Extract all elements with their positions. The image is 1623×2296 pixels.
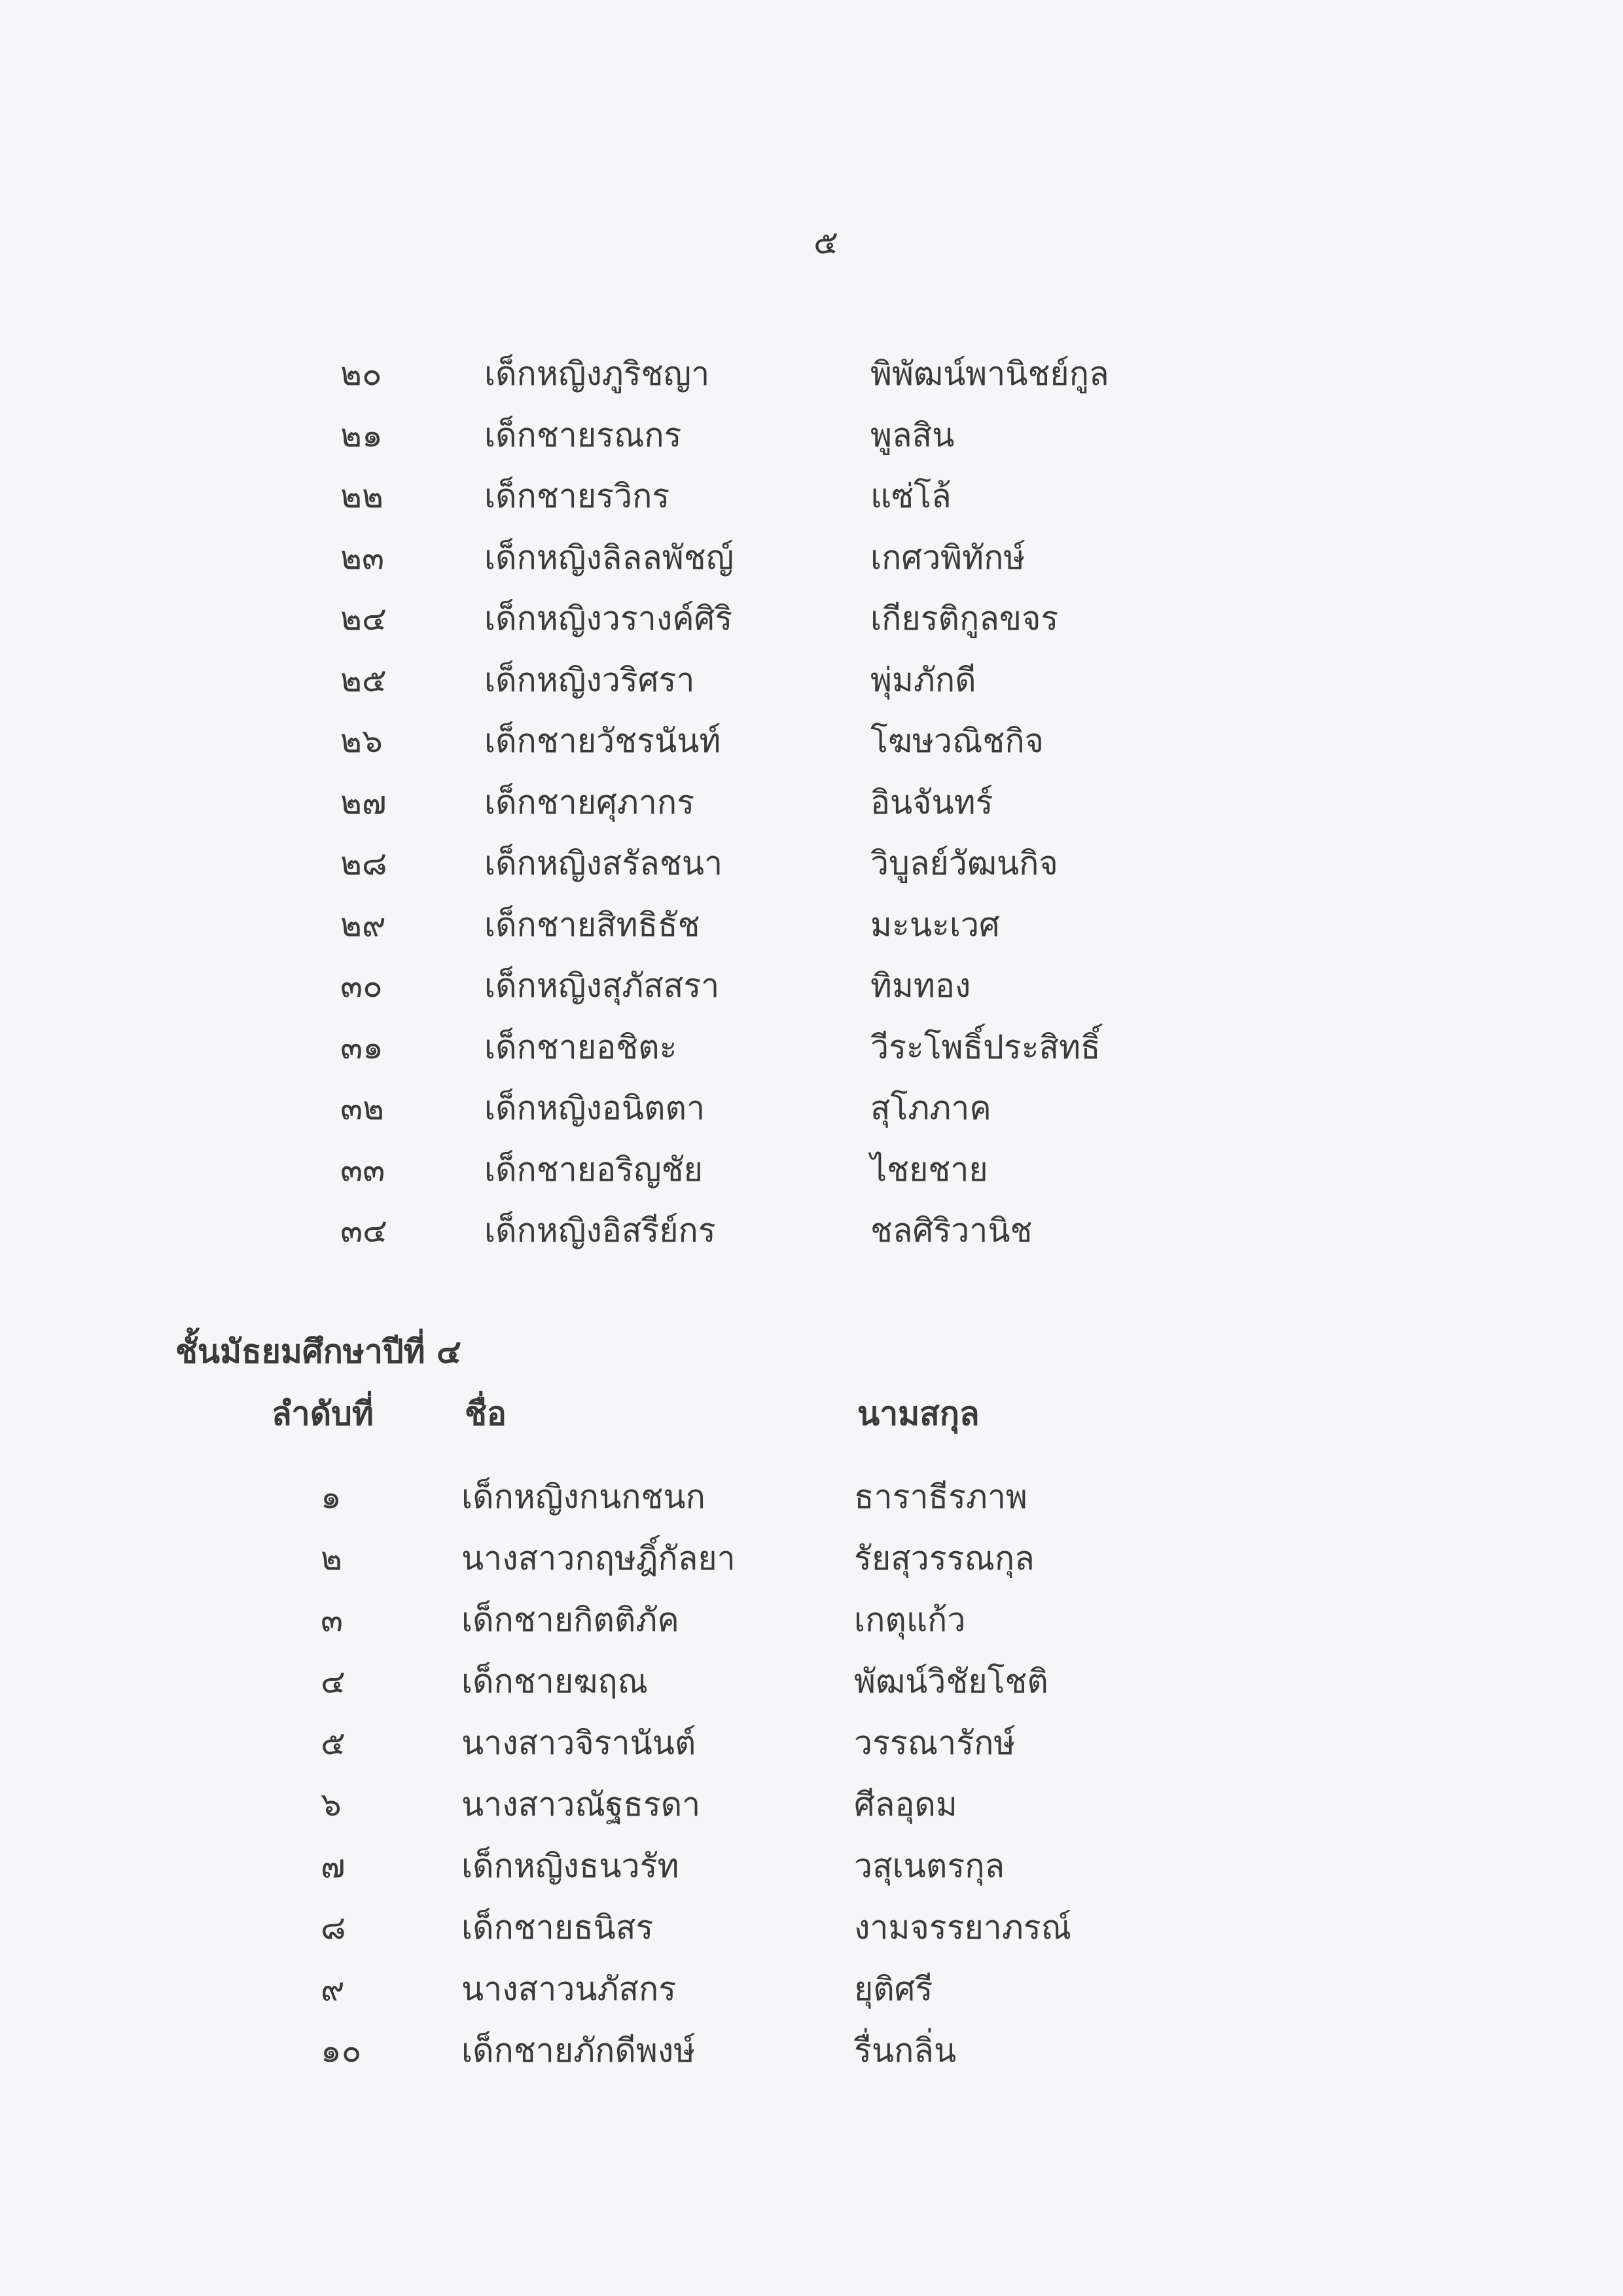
row-number: ๒: [321, 1539, 342, 1577]
student-name: เด็กหญิงภูริชญา: [484, 355, 710, 393]
student-surname: โฆษวณิชกิจ: [870, 722, 1044, 760]
row-number: ๓๓: [340, 1150, 385, 1189]
student-name: นางสาวนภัสกร: [461, 1970, 677, 2008]
row-number: ๙: [321, 1970, 345, 2008]
student-surname: พูลสิน: [870, 416, 955, 454]
student-name: เด็กหญิงธนวรัท: [461, 1847, 679, 1885]
row-number: ๑: [321, 1478, 342, 1516]
student-name: เด็กหญิงสุภัสสรา: [484, 967, 720, 1005]
column-header-row: [272, 1384, 1122, 1443]
student-name: เด็กชายกิตติภัค: [461, 1601, 679, 1639]
student-name: เด็กหญิงลิลลพัชญ์: [484, 538, 734, 577]
student-name: นางสาวจิรานันต์: [461, 1724, 696, 1762]
row-number: ๒๘: [340, 844, 387, 882]
student-name: เด็กหญิงกนกชนก: [461, 1478, 705, 1516]
student-name: เด็กหญิงวริศรา: [484, 660, 695, 699]
row-number: ๓: [321, 1601, 344, 1639]
student-name: เด็กชายภักดีพงษ์: [461, 2032, 696, 2070]
student-name: นางสาวกฤษฎิ์กัลยา: [461, 1539, 736, 1577]
row-number: ๒๙: [340, 905, 386, 944]
student-surname: เกตุแก้ว: [854, 1601, 966, 1639]
student-name: เด็กชายวัชรนันท์: [484, 722, 721, 760]
student-name: เด็กชายรณกร: [484, 416, 682, 454]
student-surname: พัฒน์วิชัยโชติ: [854, 1662, 1048, 1700]
column-header-name: ชื่อ: [465, 1395, 507, 1433]
section-title: ชั้นมัธยมศึกษาปีที่ ๔: [175, 1333, 461, 1371]
row-number: ๒๓: [340, 538, 385, 577]
row-number: ๓๔: [340, 1211, 388, 1249]
row-number: ๒๕: [340, 660, 387, 699]
student-surname: ทิมทอง: [870, 967, 971, 1005]
student-surname: วิบูลย์วัฒนกิจ: [870, 844, 1058, 882]
column-header-surname: นามสกุล: [857, 1395, 980, 1433]
student-name: เด็กชายฆฤณ: [461, 1662, 648, 1700]
row-number: ๑๐: [321, 2032, 362, 2070]
student-surname: วสุเนตรกุล: [854, 1847, 1005, 1885]
row-number: ๒๖: [340, 722, 383, 760]
student-name: เด็กชายรวิกร: [484, 477, 670, 515]
row-number: ๘: [321, 1909, 346, 1946]
row-number: ๓๑: [340, 1028, 383, 1066]
student-surname: เกียรติกูลขจร: [870, 600, 1059, 637]
row-number: ๒๔: [340, 600, 387, 637]
student-name: เด็กชายอชิตะ: [484, 1028, 677, 1066]
student-surname: วรรณารักษ์: [854, 1724, 1016, 1762]
student-name: นางสาวณัฐธรดา: [461, 1785, 701, 1823]
row-number: ๔: [321, 1662, 346, 1700]
student-name: เด็กหญิงอนิตตา: [484, 1089, 705, 1127]
student-name: เด็กหญิงอิสรีย์กร: [484, 1211, 716, 1249]
row-number: ๒๐: [340, 355, 382, 393]
student-surname: รื่นกลิ่น: [854, 2032, 957, 2070]
row-number: ๖: [321, 1785, 342, 1823]
student-surname: พิพัฒน์พานิชย์กูล: [870, 355, 1109, 393]
row-number: ๓๒: [340, 1089, 385, 1127]
student-surname: แซ่โล้: [870, 477, 952, 515]
student-surname: รัยสุวรรณกุล: [854, 1539, 1035, 1577]
student-name: เด็กชายสิทธิธัช: [484, 905, 700, 944]
student-name: เด็กชายธนิสร: [461, 1909, 654, 1946]
page-number: ๕: [813, 223, 838, 261]
student-name: เด็กหญิงสรัลชนา: [484, 844, 723, 882]
student-name: เด็กชายศุภากร: [484, 783, 695, 821]
row-number: ๗: [321, 1847, 346, 1885]
row-number: ๒๗: [340, 783, 387, 821]
student-surname: ไชยชาย: [870, 1150, 988, 1189]
student-surname: ธาราธีรภาพ: [854, 1478, 1027, 1516]
student-name: เด็กหญิงวรางค์ศิริ: [484, 600, 733, 637]
row-number: ๕: [321, 1724, 346, 1762]
row-number: ๒๒: [340, 477, 383, 515]
student-name: เด็กชายอริญชัย: [484, 1150, 703, 1189]
student-surname: วีระโพธิ์ประสิทธิ์: [870, 1028, 1101, 1066]
column-header-number: ลำดับที่: [272, 1395, 374, 1433]
student-surname: มะนะเวศ: [870, 905, 1000, 944]
row-number: ๒๑: [340, 416, 383, 454]
student-surname: อินจันทร์: [870, 783, 993, 821]
student-surname: ศีลอุดม: [854, 1785, 957, 1823]
student-surname: งามจรรยาภรณ์: [854, 1909, 1072, 1946]
student-surname: เกศวพิทักษ์: [870, 538, 1026, 577]
row-number: ๓๐: [340, 967, 383, 1005]
student-surname: ชลศิริวานิช: [870, 1211, 1033, 1249]
student-surname: สุโภภาค: [870, 1089, 991, 1127]
student-surname: ยุติศรี: [854, 1970, 933, 2008]
student-surname: พุ่มภักดี: [870, 660, 976, 699]
